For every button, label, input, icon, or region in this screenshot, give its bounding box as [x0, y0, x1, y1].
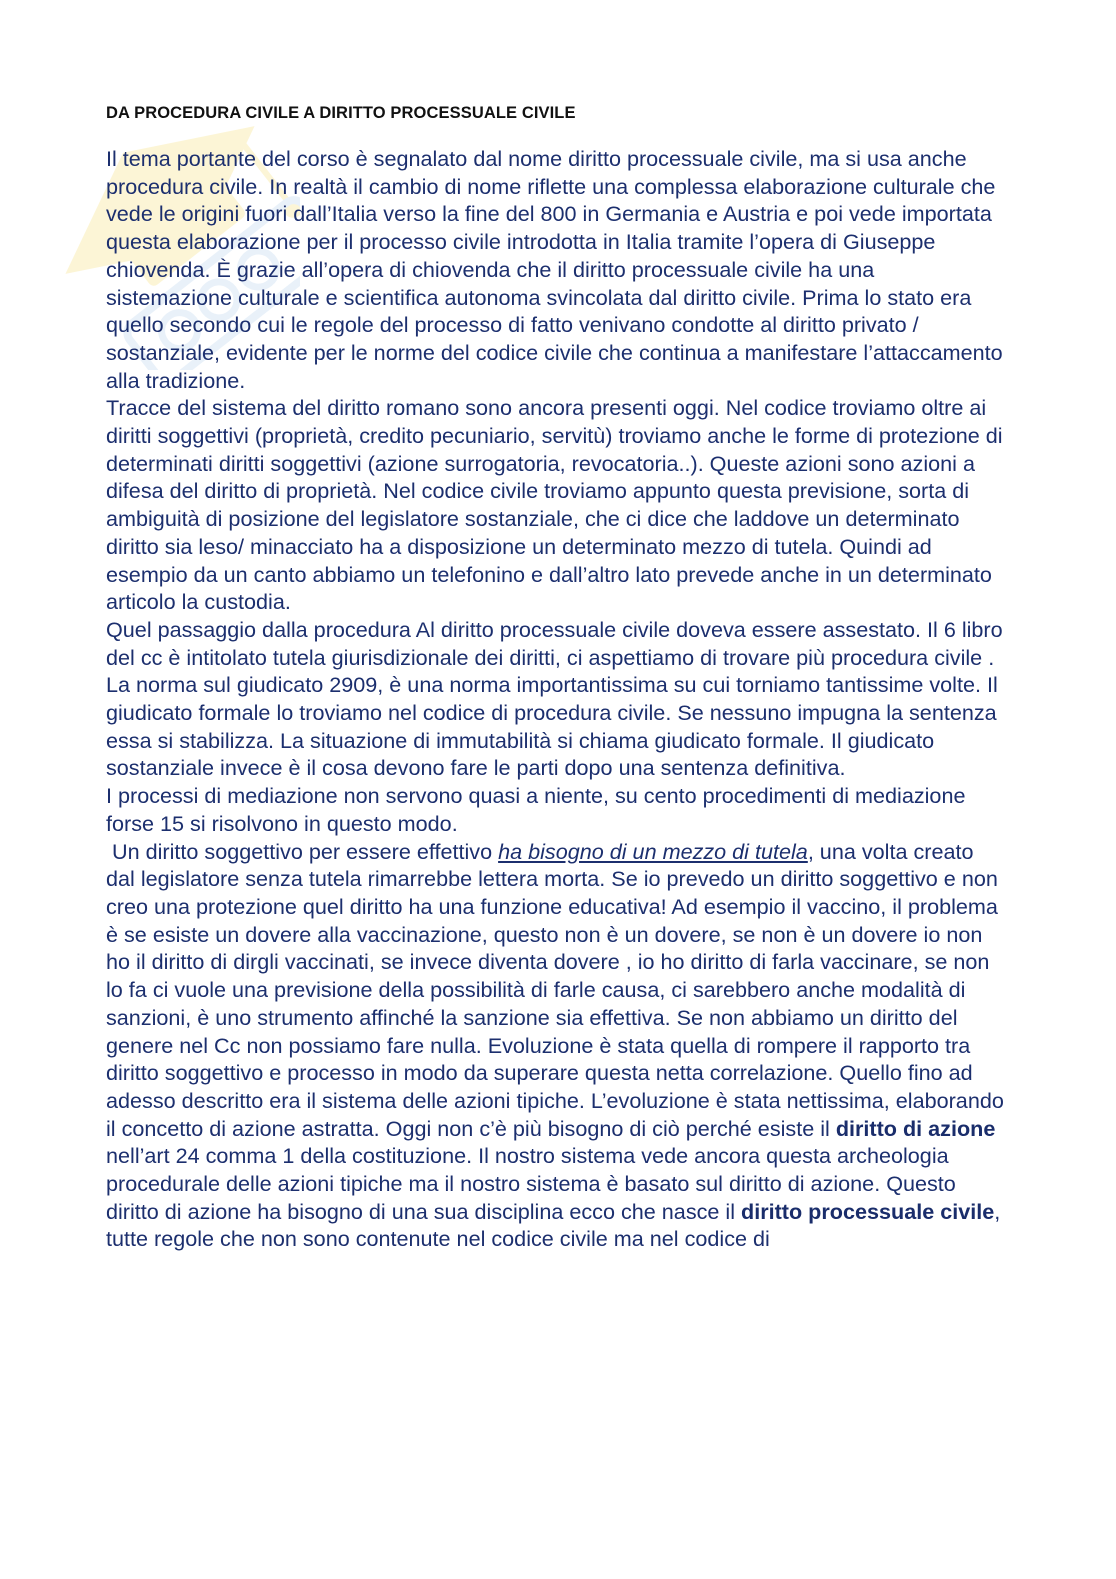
- term-diritto-di-azione: diritto di azione: [835, 1115, 996, 1141]
- paragraph-5-tail: , tutte regole che non sono contenute nel codice civile ma nel codice di: [106, 1198, 1001, 1252]
- term-diritto-processuale-civile: diritto processuale civile: [741, 1198, 995, 1224]
- document-title: DA PROCEDURA CIVILE A DIRITTO PROCESSUALE CIVILE: [106, 104, 576, 122]
- paragraph-5-emphasis: ha bisogno di un mezzo di tutela: [498, 838, 808, 864]
- paragraph-3: Quel passaggio dalla procedura Al diritto processuale civile doveva essere assestato. Il 6 libro del cc è intitolato tutela giurisdizionale dei diritti, ci aspettiamo di trovare più procedura civile . La norma sul giudicato 2909, è una norma importantissima su cui torniamo tantissime volte. Il giudicato formale lo troviamo nel codice di procedura civile. Se nessuno impugna la sentenza essa si stabilizza. La situazione di immutabilità si chiama giudicato formale. Il giudicato sostanziale invece è il cosa devono fare le parti dopo una sentenza definitiva.: [106, 616, 1003, 781]
- paragraph-5-middle: nell’art 24 comma 1 della costituzione. Il nostro sistema vede ancora questa archeologia procedurale delle azioni tipiche ma il nostro sistema è basato sul diritto di azione. Questo diritto di azione ha bisogno di una sua disciplina ecco che nasce il: [106, 1143, 956, 1224]
- document-content: [106, 104, 1006, 1253]
- paragraph-5-lead: Un diritto soggettivo per essere effettivo: [106, 838, 499, 864]
- paragraph-4: I processi di mediazione non servono quasi a niente, su cento procedimenti di mediazione forse 15 si risolvono in questo modo.: [106, 783, 966, 836]
- paragraph-5: [106, 838, 1006, 1254]
- paragraph-1: Il tema portante del corso è segnalato dal nome diritto processuale civile, ma si usa anche procedura civile. In realtà il cambio di nome riflette una complessa elaborazione culturale che vede le origini fuori dall’Italia verso la fine del 800 in Germania e Austria e poi vede importata questa elaborazione per il processo civile introdotta in Italia tramite l’opera di Giuseppe chiovenda. È grazie all’opera di chiovenda che il diritto processuale civile ha una sistemazione culturale e scientifica autonoma svincolata dal diritto civile. Prima lo stato era quello secondo cui le regole del processo di fatto venivano condotte al diritto privato / sostanziale, evidente per le norme del codice civile che continua a manifestare l’attaccamento alla tradizione.: [106, 146, 1003, 393]
- paragraph-2: Tracce del sistema del diritto romano sono ancora presenti oggi. Nel codice troviamo oltre ai diritti soggettivi (proprietà, credito pecuniario, servitù) troviamo anche le forme di protezione di determinati diritti soggettivi (azione surrogatoria, revocatoria..). Queste azioni sono azioni a difesa del diritto di proprietà. Nel codice civile troviamo appunto questa previsione, sorta di ambiguità di posizione del legislatore sostanziale, che ci dice che laddove un determinato diritto sia leso/ minacciato ha a disposizione un determinato mezzo di tutela. Quindi ad esempio da un canto abbiamo un telefonino e dall’altro lato prevede anche in un determinato articolo la custodia.: [106, 395, 1003, 615]
- document-body: [106, 145, 1006, 1253]
- paragraph-5-text: , una volta creato dal legislatore senza tutela rimarrebbe lettera morta. Se io prevedo un diritto soggettivo e non creo una protezione quel diritto ha una funzione educativa! Ad esempio il vaccino, il problema è se esiste un dovere alla vaccinazione, questo non è un dovere, se non è un dovere io non ho il diritto di dirgli vaccinati, se invece diventa dovere , io ho diritto di farla vaccinare, se non lo fa ci vuole una previsione della possibilità di farle causa, ci sarebbero anche modalità di sanzioni, è uno strumento affinché la sanzione sia effettiva. Se non abbiamo un diritto del genere nel Cc non possiamo fare nulla. Evoluzione è stata quella di rompere il rapporto tra diritto soggettivo e processo in modo da superare questa netta correlazione. Quello fino ad adesso descritto era il sistema delle azioni tipiche. L’evoluzione è stata nettissima, elaborando il concetto di azione astratta. Oggi non c’è più bisogno di ciò perché esiste il: [106, 838, 1004, 1141]
